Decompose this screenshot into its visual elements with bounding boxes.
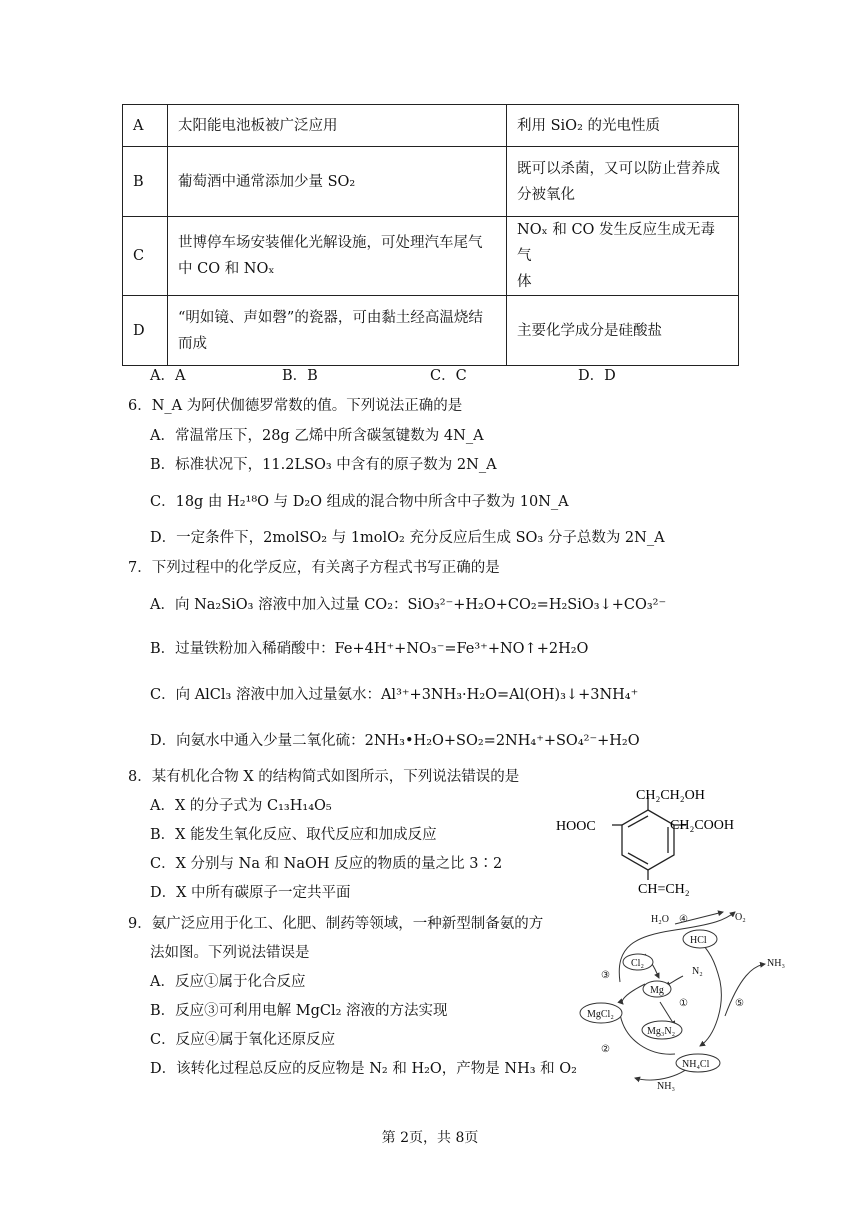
- row-reason: 利用 SiO₂ 的光电性质: [507, 105, 739, 147]
- label-o2: O₂: [735, 912, 746, 923]
- row-key: B: [123, 147, 168, 217]
- row-key: C: [123, 217, 168, 296]
- q8-option-a[interactable]: A．X 的分子式为 C₁₃H₁₄O₅: [150, 798, 332, 814]
- q6-option-a[interactable]: A．常温常压下，28g 乙烯中所含碳氢键数为 4N_A: [150, 428, 484, 444]
- table-row: [123, 217, 739, 296]
- label-nh3-bottom: NH₃: [657, 1081, 675, 1092]
- label-cl2: Cl₂: [631, 958, 644, 969]
- row-desc: [168, 217, 507, 296]
- row-reason-line: NOₓ 和 CO 发生反应生成无毒气: [517, 222, 716, 264]
- table-row: [123, 296, 739, 366]
- label-nh4cl: NH₄Cl: [682, 1059, 710, 1070]
- table-row: [123, 105, 739, 147]
- label-nh3-right: NH₃: [767, 958, 785, 969]
- label-h2o: H₂O: [651, 914, 669, 925]
- label-left: HOOC: [556, 819, 596, 834]
- row-desc-line: “明如镜、声如磬”的瓷器，可由黏土经高温烧结: [178, 309, 483, 326]
- q5-choices: [150, 364, 616, 385]
- label-n2: N₂: [692, 966, 703, 977]
- q7-option-b[interactable]: B．过量铁粉加入稀硝酸中：Fe+4H⁺+NO₃⁻=Fe³⁺+NO↑+2H₂O: [150, 641, 589, 657]
- row-reason-line: 体: [517, 274, 532, 290]
- label-mg3n2: Mg₃N₂: [647, 1026, 676, 1037]
- choice-b[interactable]: B．B: [282, 368, 318, 384]
- q9-stem-line-1: 9．氨广泛应用于化工、化肥、制药等领域，一种新型制备氨的方: [128, 916, 544, 932]
- q6-option-b[interactable]: B．标准状况下，11.2LSO₃ 中含有的原子数为 2N_A: [150, 457, 497, 473]
- label-r4: ④: [679, 914, 688, 925]
- label-r5: ⑤: [735, 998, 744, 1009]
- label-bottom: CH=CH₂: [638, 882, 690, 897]
- q9-stem-line-2: 法如图。下列说法错误是: [150, 945, 310, 961]
- choice-c[interactable]: C．C: [430, 368, 467, 384]
- row-desc: [168, 296, 507, 366]
- row-reason: 主要化学成分是硅酸盐: [507, 296, 739, 366]
- label-top: CH₂CH₂OH: [636, 788, 705, 803]
- label-hcl: HCl: [690, 935, 707, 946]
- page-footer: 第 2页，共 8页: [381, 1130, 479, 1146]
- row-reason-line: 分被氧化: [517, 186, 575, 203]
- label-right: CH₂COOH: [670, 818, 734, 833]
- label-mgcl2: MgCl₂: [587, 1009, 614, 1020]
- q8-option-b[interactable]: B．X 能发生氧化反应、取代反应和加成反应: [150, 827, 437, 843]
- row-desc-line: 世博停车场安装催化光解设施，可处理汽车尾气: [178, 235, 483, 251]
- q8-structure-diagram: [548, 780, 758, 905]
- q6-option-c[interactable]: C．18g 由 H₂¹⁸O 与 D₂O 组成的混合物中所含中子数为 10N_A: [150, 494, 569, 510]
- choice-a[interactable]: A．A: [150, 368, 186, 384]
- row-reason: [507, 147, 739, 217]
- q9-option-b[interactable]: B．反应③可利用电解 MgCl₂ 溶液的方法实现: [150, 1003, 448, 1019]
- label-r3: ③: [601, 970, 610, 981]
- label-mg: Mg: [650, 985, 664, 996]
- row-key: A: [123, 105, 168, 147]
- q8-option-c[interactable]: C．X 分别与 Na 和 NaOH 反应的物质的量之比 3∶2: [150, 856, 503, 872]
- choice-d[interactable]: D．D: [578, 368, 616, 384]
- row-key: D: [123, 296, 168, 366]
- q8-option-d[interactable]: D．X 中所有碳原子一定共平面: [150, 885, 351, 901]
- q7-option-c[interactable]: C．向 AlCl₃ 溶液中加入过量氨水：Al³⁺+3NH₃·H₂O=Al(OH)₃↓+3NH₄⁺: [150, 687, 639, 703]
- table-row: [123, 147, 739, 217]
- q8-stem: 8．某有机化合物 X 的结构简式如图所示，下列说法错误的是: [128, 769, 520, 785]
- row-reason: [507, 217, 739, 296]
- benzene-ring: [622, 810, 674, 870]
- label-r2: ②: [601, 1044, 610, 1055]
- q9-option-a[interactable]: A．反应①属于化合反应: [150, 974, 306, 990]
- q9-option-c[interactable]: C．反应④属于氧化还原反应: [150, 1032, 336, 1048]
- q7-option-a[interactable]: A．向 Na₂SiO₃ 溶液中加入过量 CO₂：SiO₃²⁻+H₂O+CO₂=H₂SiO₃↓+CO₃²⁻: [150, 597, 667, 613]
- row-desc: 葡萄酒中通常添加少量 SO₂: [168, 147, 507, 217]
- q9-cycle-diagram: [575, 906, 795, 1094]
- q6-stem: 6．N_A 为阿伏伽德罗常数的值。下列说法正确的是: [128, 398, 463, 414]
- row-desc-line: 中 CO 和 NOₓ: [178, 261, 275, 277]
- q6-option-d[interactable]: D．一定条件下，2molSO₂ 与 1molO₂ 充分反应后生成 SO₃ 分子总数为 2N_A: [150, 530, 665, 546]
- label-r1: ①: [679, 998, 688, 1009]
- q9-option-d[interactable]: D．该转化过程总反应的反应物是 N₂ 和 H₂O，产物是 NH₃ 和 O₂: [150, 1061, 577, 1077]
- row-desc: 太阳能电池板被广泛应用: [168, 105, 507, 147]
- row-reason-line: 既可以杀菌，又可以防止营养成: [517, 160, 720, 177]
- options-table: [122, 104, 739, 366]
- q7-option-d[interactable]: D．向氨水中通入少量二氧化硫：2NH₃•H₂O+SO₂=2NH₄⁺+SO₄²⁻+H₂O: [150, 733, 640, 749]
- q7-stem: 7．下列过程中的化学反应，有关离子方程式书写正确的是: [128, 560, 500, 576]
- row-desc-line: 而成: [178, 335, 207, 352]
